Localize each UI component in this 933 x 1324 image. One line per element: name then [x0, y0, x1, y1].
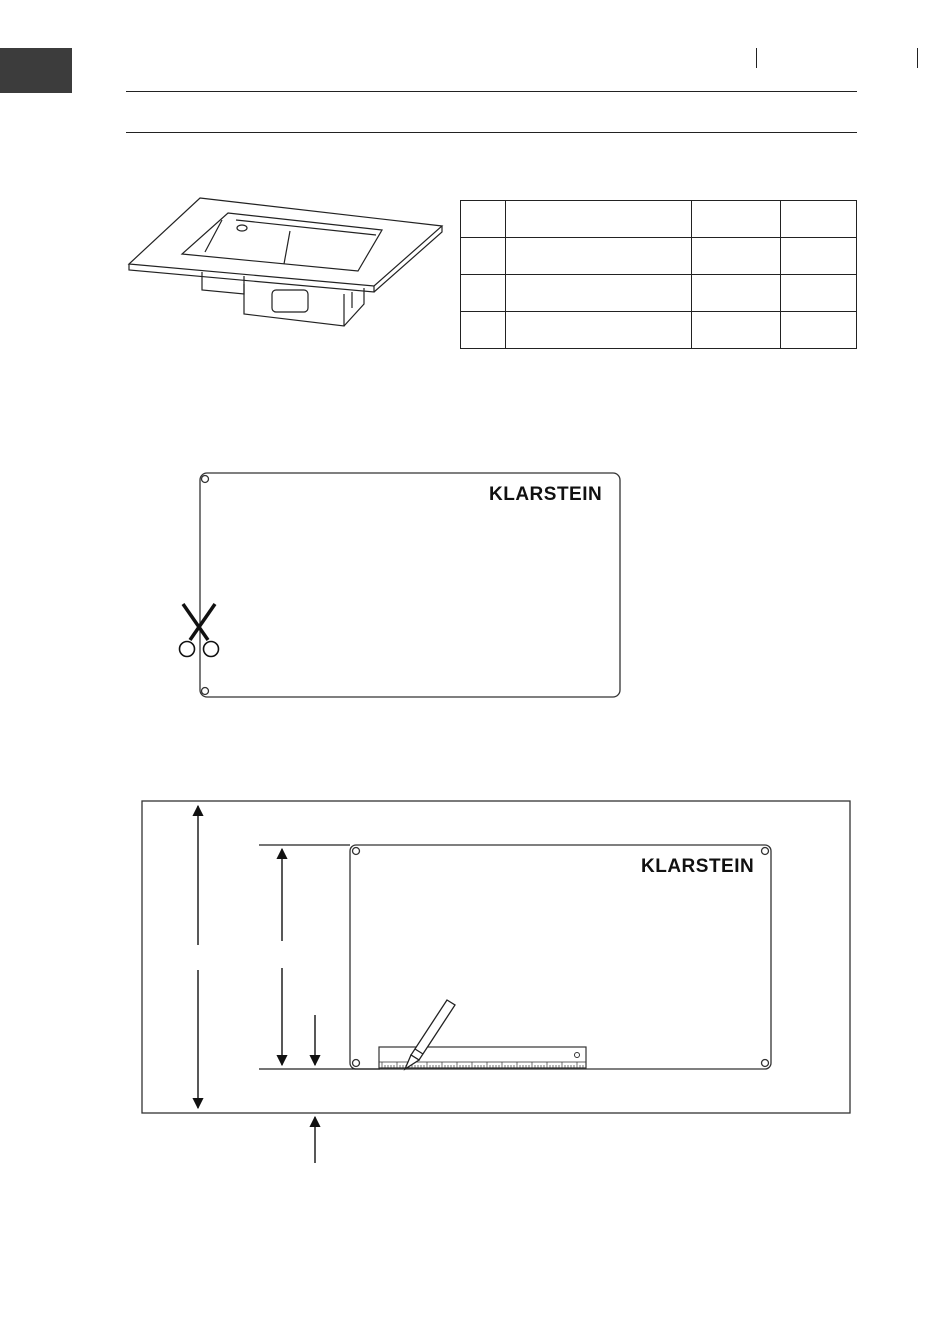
brand-logo: KLARSTEIN [641, 856, 755, 877]
scissors-icon [180, 604, 219, 657]
cutout-template [200, 473, 620, 697]
placed-template [350, 845, 771, 1069]
dimension-arrows [198, 806, 315, 1163]
brand-logo: KLARSTEIN [489, 484, 603, 505]
reference-lines [259, 845, 380, 1069]
